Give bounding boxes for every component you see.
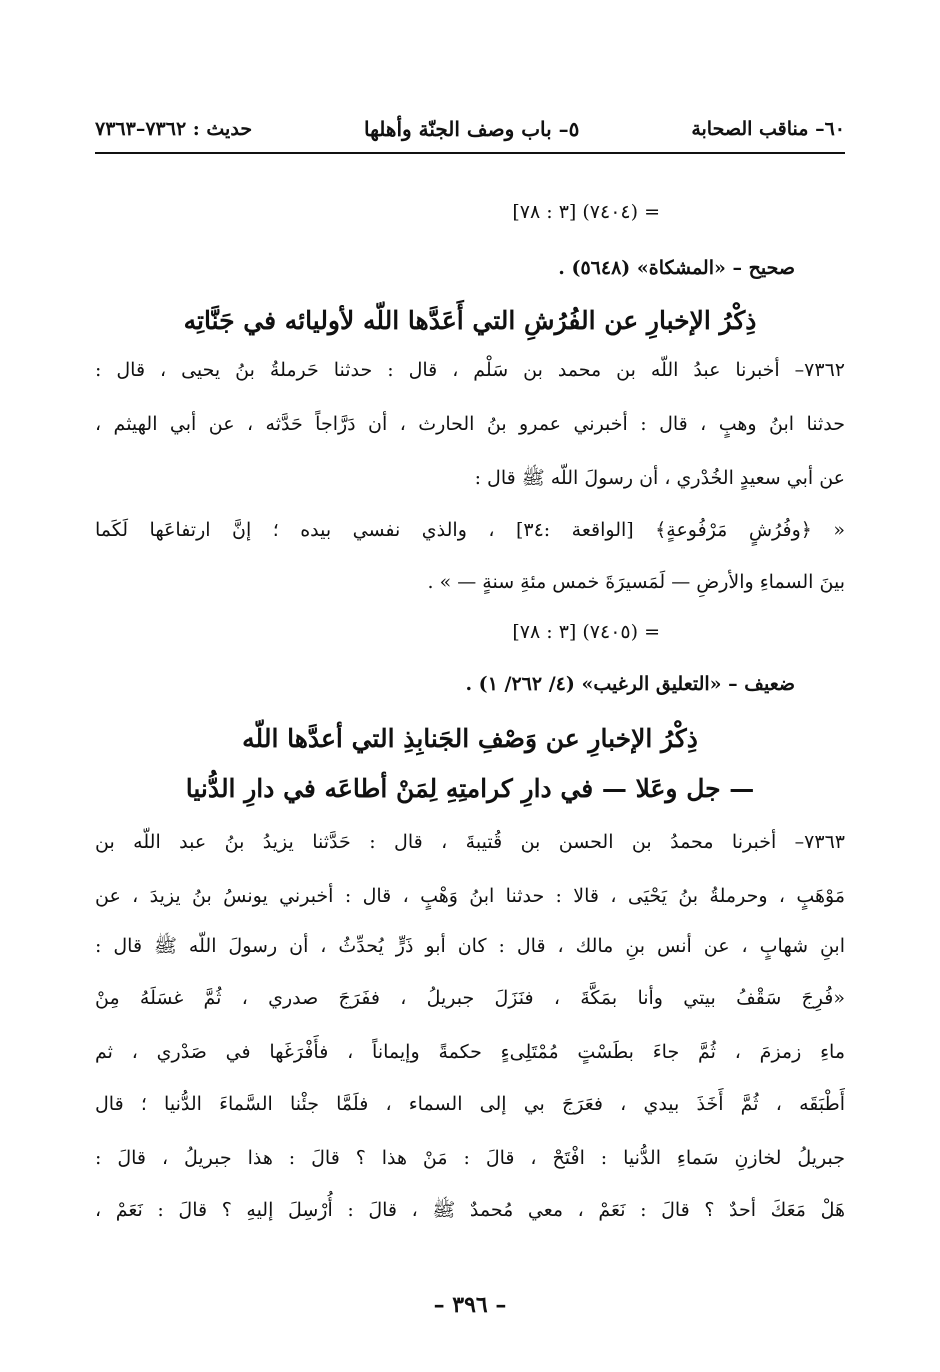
reference-line: = (٧٤٠٤) [٣ : ٧٨]: [512, 201, 660, 223]
text-line: « ﴿وفُرُشٍ مَرْفُوعةٍ﴾ [الواقعة :٣٤] ، والذي نفسي بيده ؛ إنَّ ارتفاعَها لَكَما: [95, 519, 845, 541]
text-line: «فُرِجَ سَقْفُ بيتي وأنا بمَكَّةَ ، فنَزَلَ جبريلُ ، ففَرَجَ صدري ، ثُمَّ غسَلَهُ مِنْ: [95, 987, 845, 1009]
header-chapter: ٦٠– مناقب الصحابة: [691, 118, 845, 140]
text-line: ٧٣٦٢– أخبرنا عبدُ اللّه بن محمد بن سَلْم ، قال : حدثنا حَرملةُ بنُ يحيى ، قال :: [95, 359, 845, 381]
section-heading: ذِكْرُ الإخبارِ عن الفُرُشِ التي أَعَدَّها اللّه لأوليائه في جَنَّاتِه: [183, 306, 757, 335]
text-line: ٧٣٦٣– أخبرنا محمدُ بن الحسن بن قُتيبةَ ، قال : حَدَّثنا يزيدُ بنُ عبد اللّه بن: [95, 831, 845, 853]
header-hadith-range: حديث : ٧٣٦٢–٧٣٦٣: [95, 118, 253, 140]
section-heading: — جل وعَلا — في دارِ كرامتِهِ لِمَنْ أطاعَه في دارِ الدُّنيا: [185, 774, 755, 803]
text-line: ماءِ زمزمَ ، ثُمَّ جاءَ بطَسْتٍ مُمْتَلِىءٍ حكمةً وإيماناً ، فأَفْرَغَها في صَدْري ، ثم: [95, 1041, 845, 1063]
text-line: حدثنا ابنُ وهبٍ ، قال : أخبرني عمرو بنُ الحارث ، أن دَرَّاجاً حَدَّثه ، عن أبي الهيثم ،: [95, 413, 845, 435]
reference-line: = (٧٤٠٥) [٣ : ٧٨]: [512, 621, 660, 643]
header-rule: [95, 152, 845, 154]
text-line: ابنِ شهابٍ ، عن أنس بنِ مالك ، قال : كان أبو ذَرٍّ يُحدِّثُ ، أن رسولَ اللّه ﷺ قال :: [95, 935, 845, 957]
text-line: جبريلُ لخازنِ سَماءِ الدُّنيا : افْتَحْ ، قالَ : مَنْ هذا ؟ قالَ : هذا جبريلُ ، قالَ :: [95, 1147, 845, 1169]
grading-line: صحيح – «المشكاة» (٥٦٤٨) .: [558, 257, 795, 279]
text-line: مَوْهَبٍ ، وحرملةُ بنُ يَحْيَى ، قالا : حدثنا ابنُ وَهْبٍ ، قال : أخبرني يونسُ بنُ يزيدَ ، عن: [95, 885, 845, 907]
text-line: أَطْبَقَه ، ثُمَّ أَخَذَ بيدي ، فعَرَجَ بي إلى السماء ، فلَمَّا جئْنا السَّماءَ الدُّنيا ؛ قال: [95, 1093, 845, 1115]
text-line: هَلْ مَعَكَ أحدٌ ؟ قالَ : نَعَمْ ، معي مُحمدٌ ﷺ ، قالَ : أُرْسِلَ إليهِ ؟ قالَ : نَعَمْ ،: [95, 1199, 845, 1221]
text-line: عن أبي سعيدٍ الخُدْري ، أن رسولَ اللّه ﷺ قال :: [474, 467, 845, 489]
book-page: [95, 0, 845, 1372]
page-number: – ٣٩٦ –: [433, 1292, 507, 1318]
section-heading: ذِكْرُ الإخبارِ عن وَصْفِ الجَنابِذِ التي أعدَّها اللّه: [242, 724, 698, 753]
grading-line: ضعيف – «التعليق الرغيب» (٤/ ٢٦٢/ ١) .: [465, 673, 795, 695]
header-section: ٥– باب وصف الجنّة وأهلها: [363, 117, 580, 141]
running-header: [95, 112, 845, 146]
text-line: بينَ السماءِ والأرضِ — لَمَسيرَةَ خمس مئةِ سنةٍ — » .: [427, 571, 845, 593]
